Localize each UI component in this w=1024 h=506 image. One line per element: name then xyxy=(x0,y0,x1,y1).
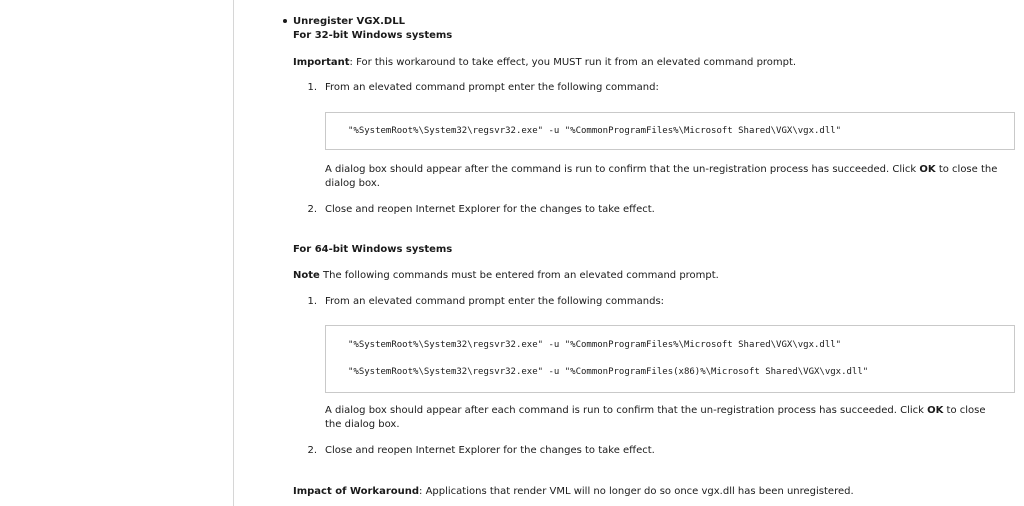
step-number: 2. xyxy=(307,445,317,456)
code-block-64bit xyxy=(325,325,1015,393)
important-label: Important xyxy=(293,57,350,68)
bullet-title: Unregister VGX.DLL xyxy=(293,16,405,27)
dialog-text: A dialog box should appear after the command is run to confirm that the un-registration process has succeeded. Click xyxy=(325,164,920,175)
dialog-note-64bit xyxy=(325,404,986,417)
impact-label: Impact of Workaround xyxy=(293,486,420,497)
step-text: Close and reopen Internet Explorer for the changes to take effect. xyxy=(325,445,655,456)
dialog-text-end: to close xyxy=(943,405,986,416)
important-paragraph xyxy=(293,56,796,69)
step-number: 1. xyxy=(307,296,317,307)
step-text: From an elevated command prompt enter the following commands: xyxy=(325,296,665,307)
subheading-64bit: For 64-bit Windows systems xyxy=(293,244,453,255)
code-block-32bit xyxy=(325,112,1015,150)
dialog-note-32bit-line2: dialog box. xyxy=(325,178,380,189)
step-text: From an elevated command prompt enter the following command: xyxy=(325,82,659,93)
step-text: Close and reopen Internet Explorer for the changes to take effect. xyxy=(325,204,655,215)
bullet-icon xyxy=(283,19,287,23)
step-number: 2. xyxy=(307,204,317,215)
impact-paragraph xyxy=(293,485,854,498)
important-text: : For this workaround to take effect, you MUST run it from an elevated command prompt. xyxy=(349,57,797,68)
dialog-note-32bit xyxy=(325,163,997,176)
subheading-32bit: For 32-bit Windows systems xyxy=(293,30,453,41)
note-text: The following commands must be entered from an elevated command prompt. xyxy=(319,270,719,281)
ok-label: OK xyxy=(927,405,944,416)
dialog-text-end: to close the xyxy=(935,164,998,175)
dialog-text: A dialog box should appear after each command is run to confirm that the un-registration process has succeeded. Click xyxy=(325,405,928,416)
code-line[interactable]: "%SystemRoot%\System32\regsvr32.exe" -u "%CommonProgramFiles%\Microsoft Shared\VGX\vgx.dll" xyxy=(348,126,842,136)
step-number: 1. xyxy=(307,82,317,93)
dialog-note-64bit-line2: the dialog box. xyxy=(325,419,400,430)
code-line[interactable]: "%SystemRoot%\System32\regsvr32.exe" -u "%CommonProgramFiles%\Microsoft Shared\VGX\vgx.dll" xyxy=(348,340,842,350)
ok-label: OK xyxy=(919,164,936,175)
note-paragraph xyxy=(293,269,719,282)
impact-text: : Applications that render VML will no longer do so once vgx.dll has been unregistered. xyxy=(419,486,854,497)
note-label: Note xyxy=(293,270,320,281)
code-line[interactable]: "%SystemRoot%\System32\regsvr32.exe" -u "%CommonProgramFiles(x86)%\Microsoft Shared\VGX\vgx.dll" xyxy=(348,367,869,377)
